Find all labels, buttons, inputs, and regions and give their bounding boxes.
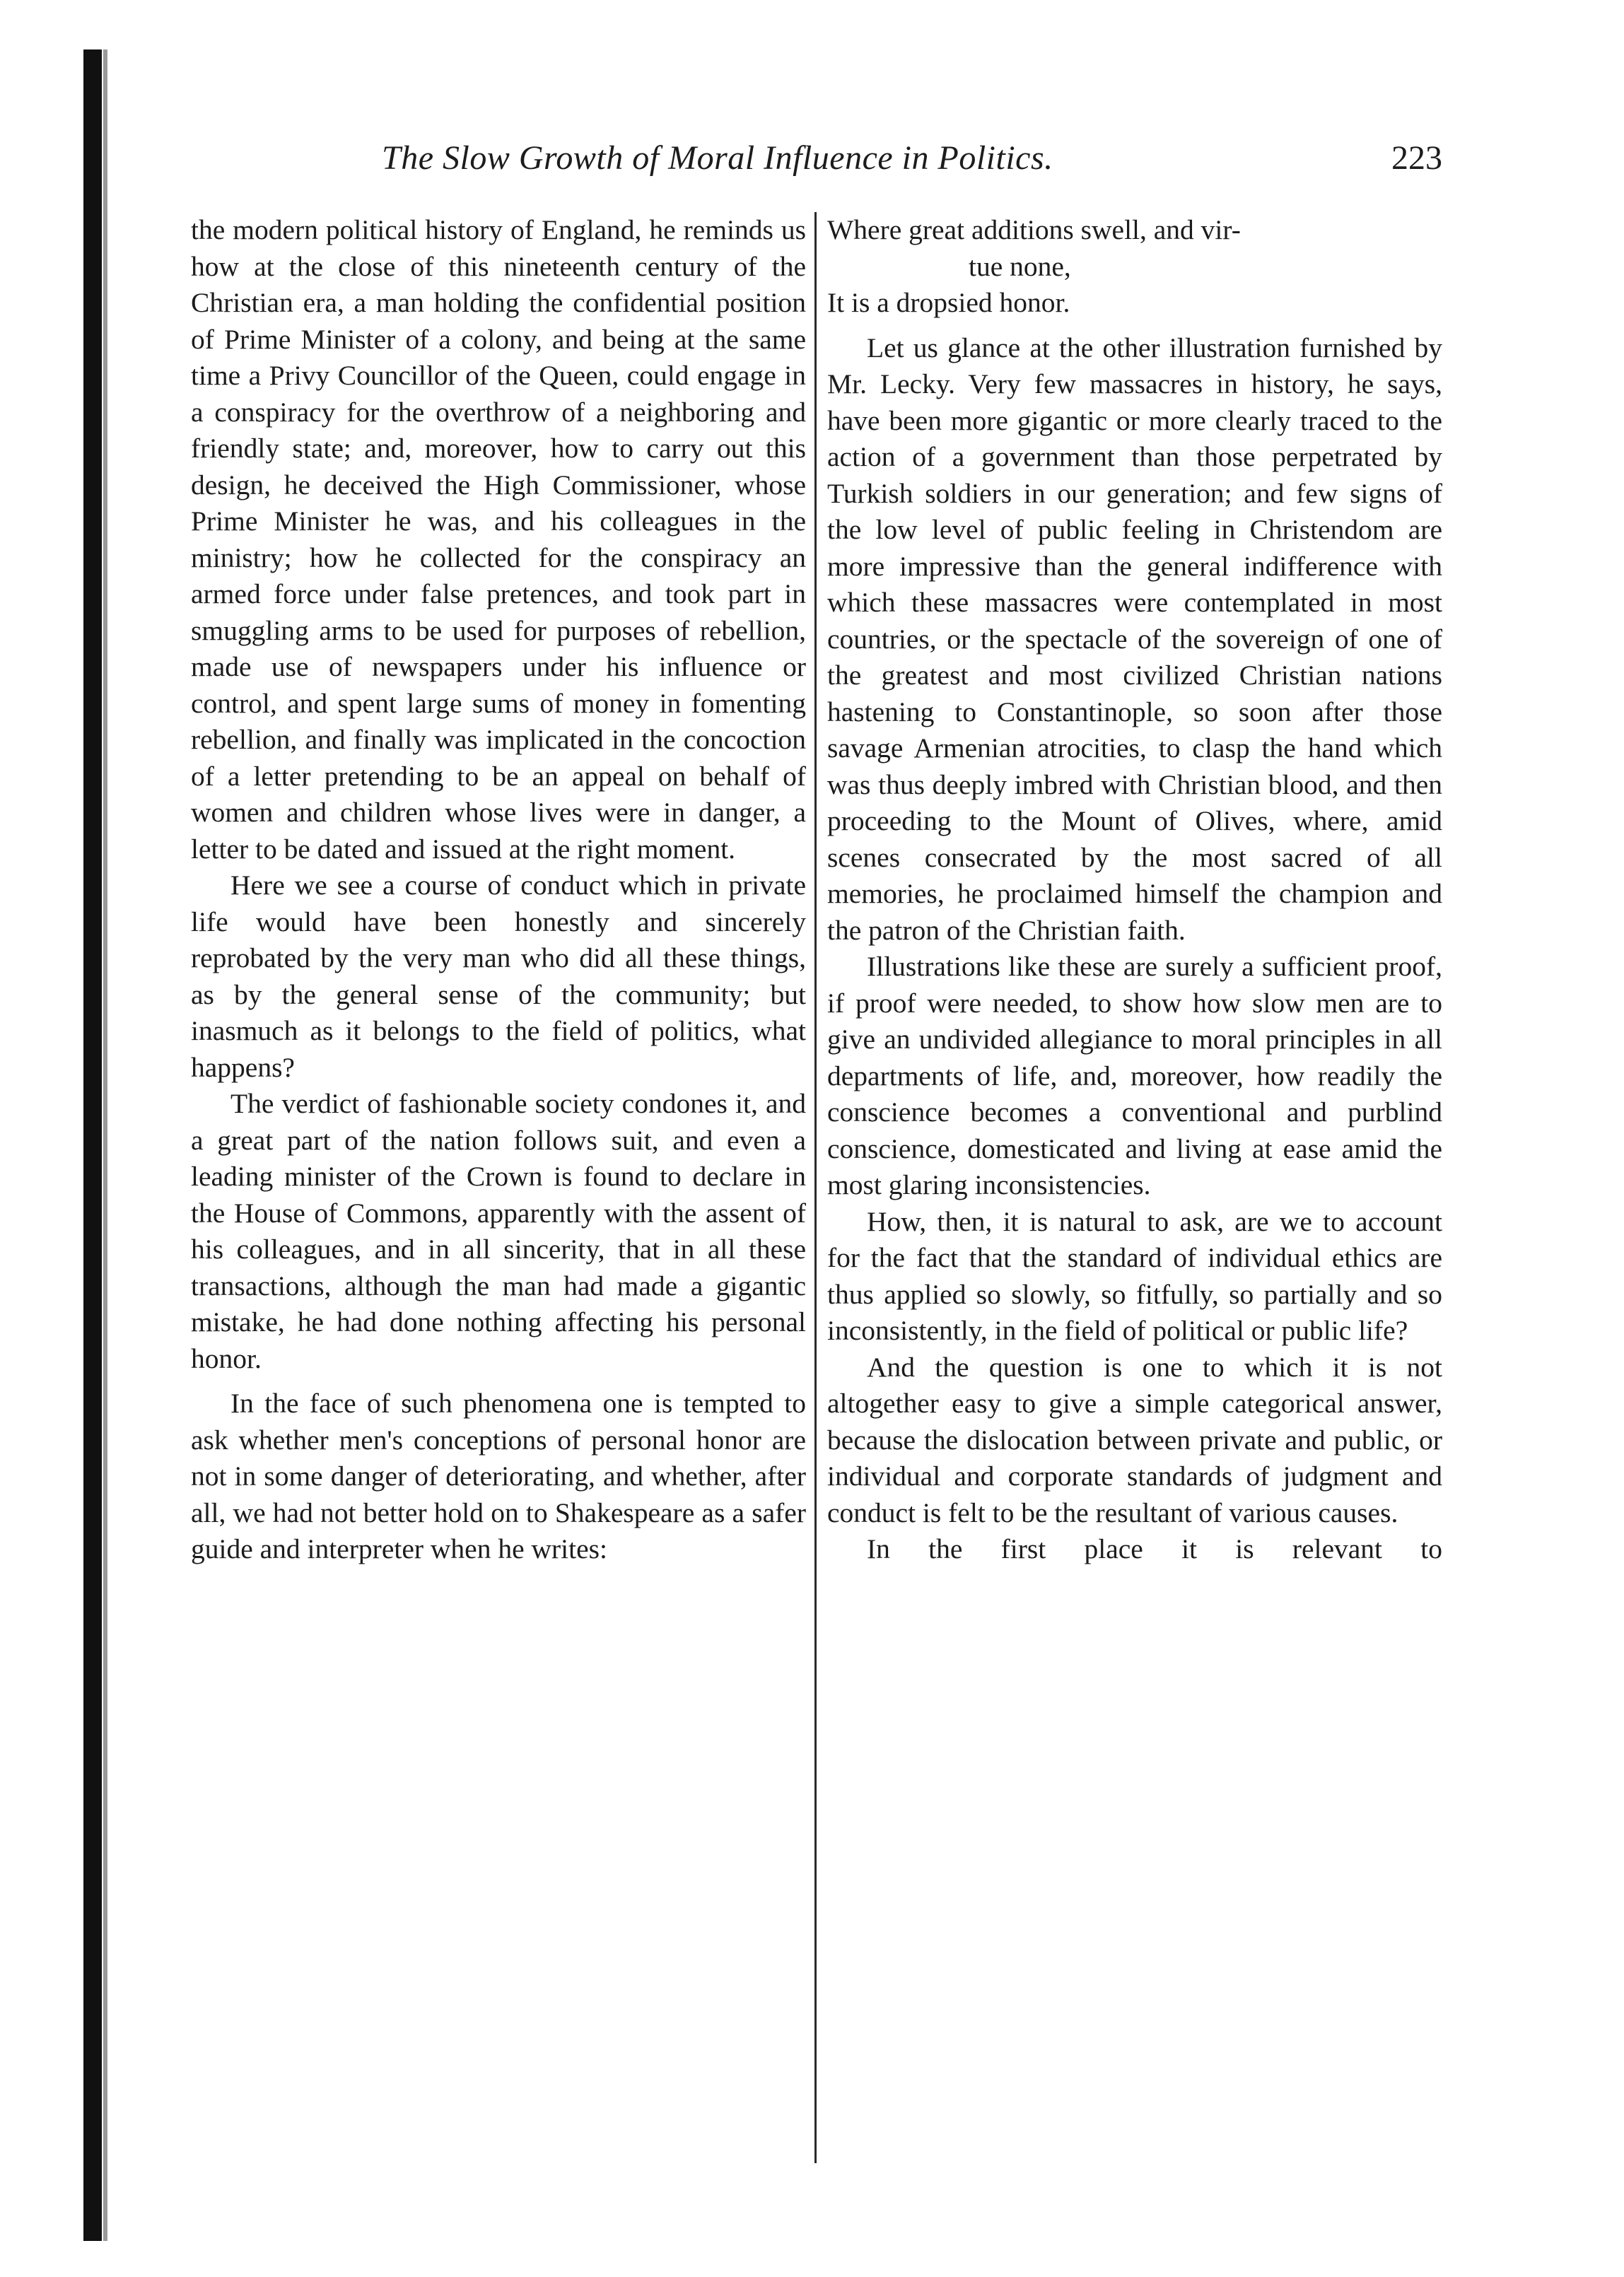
quote-line: Where great additions swell, and vir- xyxy=(827,214,1241,245)
paragraph: Here we see a course of conduct which in private life would have been honestly and sincerely reprobated by the very man who did all these things, as by the general sense of the community; but inasmuch as it belongs to the field of politics, what happens? xyxy=(191,870,806,1083)
quote-line: It is a dropsied honor. xyxy=(827,287,1070,318)
paragraph: How, then, it is natural to ask, are we to account for the fact that the standard of individual ethics are thus applied so slowly, so fitfully, so partially and so inconsistently, in the field of political or public life? xyxy=(827,1205,1442,1346)
paragraph: In the face of such phenomena one is tempted to ask whether men's conceptions of personal honor are not in some danger of deteriorating, and whether, after all, we had not better hold on to Shakespeare as a safer guide and interpreter when he writes: xyxy=(191,1388,806,1564)
column-divider xyxy=(814,212,817,2163)
paragraph: the modern political history of England, he reminds us how at the close of this nineteenth century of the Christian era, a man holding the confidential position of Prime Minister of a colony, and being at the same time a Privy Councillor of the Queen, could engage in a conspiracy for the overthrow of a neighboring and friendly state; and, moreover, how to carry out this design, he deceived the High Commissioner, whose Prime Minister he was, and his colleagues in the ministry; how he collected for the conspiracy an armed force under false pretences, and took part in smuggling arms to be used for purposes of rebellion, made use of newspapers under his influence or control, and spent large sums of money in fomenting rebellion, and finally was implicated in the concoction of a letter pretending to be an appeal on behalf of women and children whose lives were in danger, a letter to be dated and issued at the right moment. xyxy=(191,214,806,865)
shakespeare-quote xyxy=(827,212,1442,322)
paragraph: Let us glance at the other illustration furnished by Mr. Lecky. Very few massacres in history, he says, have been more gigantic or more clearly traced to the action of a government than those perpetrated by Turkish soldiers in our generation; and few signs of the low level of public feeling in Christendom are more impressive than the general indifference with which these massacres were contemplated in most countries, or the spectacle of the sovereign of one of the greatest and most civilized Christian nations hastening to Constantinople, so soon after those savage Armenian atrocities, to clasp the hand which was thus deeply imbred with Christian blood, and then proceeding to the Mount of Olives, where, amid scenes consecrated by the most sacred of all memories, he proclaimed himself the champion and the patron of the Christian faith. xyxy=(827,332,1442,946)
binding-edge-shadow xyxy=(103,49,107,2241)
paragraph: In the first place it is relevant to xyxy=(867,1533,1442,1564)
paragraph: The verdict of fashionable society condones it, and a great part of the nation follows suit, and even a leading minister of the Crown is found to declare in the House of Commons, apparently with the assent of his colleagues, and in all sincerity, that in all these transactions, although the man had made a gigantic mistake, he had done nothing affecting his personal honor. xyxy=(191,1088,806,1374)
running-title: The Slow Growth of Moral Influence in Politics. xyxy=(382,139,1053,177)
page-header xyxy=(368,139,1442,195)
right-column xyxy=(827,212,1442,1568)
left-column xyxy=(191,212,806,1568)
quote-line: tue none, xyxy=(969,250,1071,282)
page-number: 223 xyxy=(1391,139,1442,177)
paragraph: And the question is one to which it is not altogether easy to give a simple categorical answer, because the dislocation between private and public, or individual and corporate standards of judgment and conduct is felt to be the resultant of various causes. xyxy=(827,1351,1442,1528)
binding-edge xyxy=(83,49,102,2241)
paragraph: Illustrations like these are surely a sufficient proof, if proof were needed, to show how slow men are to give an undivided allegiance to moral principles in all departments of life, and, moreover, how readily the conscience becomes a conventional and purblind conscience, domesticated and living at ease amid the most glaring inconsistencies. xyxy=(827,951,1442,1200)
